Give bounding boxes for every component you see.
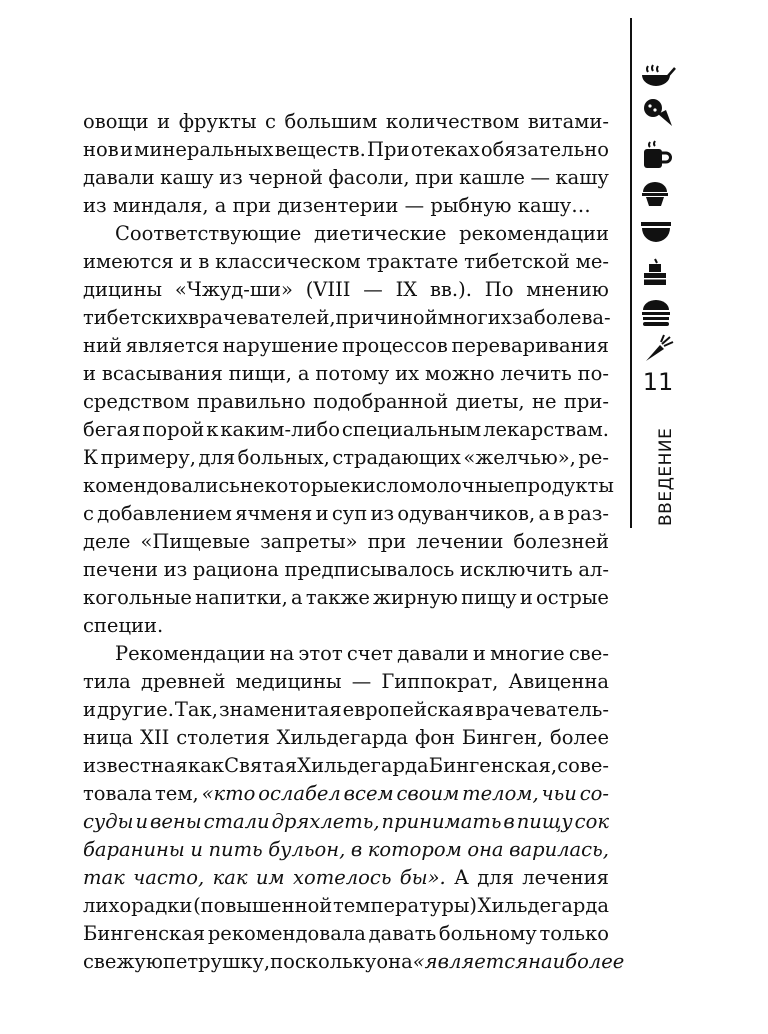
word: одуванчиков, bbox=[397, 502, 536, 525]
word: давали bbox=[397, 642, 469, 665]
word: — bbox=[363, 278, 383, 301]
word: в bbox=[350, 838, 363, 861]
word: лечить bbox=[500, 362, 572, 385]
word: Соответствующие bbox=[115, 222, 302, 245]
word: известная bbox=[83, 754, 188, 777]
word: ре- bbox=[578, 446, 609, 469]
word: ний bbox=[83, 334, 122, 357]
word: Святая bbox=[224, 754, 298, 777]
word: вв.). bbox=[429, 278, 472, 301]
word: витами- bbox=[527, 110, 609, 133]
word: пить bbox=[208, 838, 263, 861]
text-line bbox=[83, 640, 609, 668]
word: бульон, bbox=[268, 838, 346, 861]
word: также bbox=[305, 586, 370, 609]
word: трактате bbox=[366, 250, 459, 273]
word: тибетских bbox=[83, 306, 188, 329]
word: овощи bbox=[83, 110, 149, 133]
word: в bbox=[198, 250, 210, 273]
word: часто, bbox=[133, 866, 205, 889]
word: многих bbox=[437, 306, 512, 329]
section-title: ВВЕДЕНИЕ bbox=[656, 427, 676, 526]
word: диетические bbox=[314, 222, 447, 245]
word: предписывалось bbox=[284, 558, 455, 581]
text-line bbox=[83, 304, 609, 332]
word: миндаля, bbox=[112, 194, 209, 217]
word: веществ. bbox=[274, 138, 366, 161]
word: вены bbox=[149, 810, 202, 833]
text-line bbox=[83, 276, 609, 304]
word: и bbox=[179, 250, 193, 273]
word: бегая bbox=[83, 418, 141, 441]
word: минеральных bbox=[134, 138, 274, 161]
word: — bbox=[404, 194, 425, 217]
bowl-icon bbox=[638, 218, 678, 248]
text-line bbox=[83, 220, 609, 248]
text-line bbox=[83, 920, 609, 948]
word: потому bbox=[315, 362, 390, 385]
word: фон bbox=[414, 726, 455, 749]
word: (повышенной bbox=[193, 894, 333, 917]
word: она bbox=[467, 838, 504, 861]
text-line bbox=[83, 164, 609, 192]
word: сове- bbox=[557, 754, 609, 777]
text-line bbox=[83, 444, 609, 472]
text-line bbox=[83, 836, 609, 864]
word: суп bbox=[331, 502, 368, 525]
word: Так, bbox=[174, 698, 218, 721]
word: комендовались bbox=[83, 474, 240, 497]
word: нов bbox=[83, 138, 119, 161]
word: лекарствам. bbox=[483, 418, 609, 441]
text-line bbox=[83, 332, 609, 360]
word: можно bbox=[425, 362, 495, 385]
word: из bbox=[83, 194, 107, 217]
word: специальным bbox=[341, 418, 482, 441]
word: дряхлеть, bbox=[271, 810, 380, 833]
text-line bbox=[83, 108, 609, 136]
word: для bbox=[198, 446, 236, 469]
word: «желчью», bbox=[463, 446, 576, 469]
word: со- bbox=[579, 782, 609, 805]
word: кашле bbox=[459, 166, 525, 189]
word: «является bbox=[412, 950, 529, 973]
word: больных, bbox=[237, 446, 330, 469]
word: Гиппократ, bbox=[381, 670, 499, 693]
word: напитки, bbox=[195, 586, 288, 609]
word: и bbox=[190, 838, 203, 861]
word: острые bbox=[535, 586, 609, 609]
word: является bbox=[125, 334, 220, 357]
word: наиболее bbox=[528, 950, 625, 973]
word: как bbox=[187, 754, 224, 777]
word: по- bbox=[577, 362, 609, 385]
text-line bbox=[83, 780, 609, 808]
word: тила bbox=[83, 670, 131, 693]
word: большим bbox=[284, 110, 378, 133]
word: кисломолочные bbox=[350, 474, 515, 497]
word: врачеватель- bbox=[474, 698, 609, 721]
word: врачевателей, bbox=[187, 306, 336, 329]
word: кашу bbox=[160, 166, 214, 189]
word: — bbox=[351, 670, 372, 693]
word: дицины bbox=[83, 278, 163, 301]
word: многие bbox=[490, 642, 565, 665]
page-number: 11 bbox=[642, 368, 674, 396]
word: порой bbox=[142, 418, 205, 441]
word: и bbox=[519, 586, 533, 609]
word: когольные bbox=[83, 586, 192, 609]
word: добавлением bbox=[97, 502, 232, 525]
word: имеются bbox=[83, 250, 174, 273]
word: Бингенская, bbox=[428, 754, 558, 777]
text-line bbox=[83, 668, 609, 696]
word: продукты bbox=[514, 474, 614, 497]
word: све- bbox=[568, 642, 609, 665]
word: пищу bbox=[461, 586, 517, 609]
word: им bbox=[255, 866, 285, 889]
word: а bbox=[538, 502, 551, 525]
word: хотелось bbox=[292, 866, 392, 889]
word: при bbox=[232, 194, 272, 217]
word: а bbox=[297, 362, 310, 385]
word: всем bbox=[343, 782, 394, 805]
word: XII bbox=[140, 726, 170, 749]
word: ал- bbox=[578, 558, 609, 581]
word: переваривания bbox=[451, 334, 609, 357]
word: а bbox=[291, 586, 303, 609]
word: и bbox=[83, 698, 96, 721]
word: Авиценна bbox=[508, 670, 609, 693]
word: давали bbox=[83, 166, 155, 189]
text-line bbox=[83, 808, 609, 836]
word: при bbox=[367, 530, 407, 553]
word: свежую bbox=[83, 950, 163, 973]
word: нарушение bbox=[222, 334, 339, 357]
word: лечения bbox=[522, 866, 609, 889]
word: из bbox=[370, 502, 395, 525]
word: в bbox=[553, 502, 565, 525]
text-line bbox=[83, 192, 609, 220]
word: — bbox=[530, 166, 550, 189]
ice-cream-cone-icon bbox=[638, 98, 678, 128]
word: Хильдегарда bbox=[276, 726, 409, 749]
word: мнению bbox=[526, 278, 609, 301]
word: ме- bbox=[575, 250, 609, 273]
word: страдающих bbox=[332, 446, 461, 469]
word: котором bbox=[367, 838, 462, 861]
word: температуры) bbox=[332, 894, 477, 917]
text-line bbox=[83, 696, 609, 724]
text-line bbox=[83, 248, 609, 276]
word: каким-либо bbox=[220, 418, 340, 441]
text-line bbox=[83, 360, 609, 388]
word: тем, bbox=[155, 782, 199, 805]
word: рациона bbox=[192, 558, 279, 581]
text-line bbox=[83, 136, 609, 164]
word: чьи bbox=[541, 782, 577, 805]
word: деле bbox=[83, 530, 131, 553]
word: петрушку, bbox=[162, 950, 271, 973]
word: к bbox=[206, 418, 219, 441]
word: только bbox=[539, 922, 609, 945]
word: рекомендовала bbox=[207, 922, 366, 945]
word: (VIII bbox=[305, 278, 351, 301]
word: бы». bbox=[399, 866, 446, 889]
word: как bbox=[212, 866, 248, 889]
word: отеках bbox=[410, 138, 480, 161]
text-line bbox=[83, 612, 609, 640]
word: кашу… bbox=[517, 194, 591, 217]
word: давать bbox=[368, 922, 437, 945]
word: и bbox=[472, 642, 486, 665]
word: тибетской bbox=[464, 250, 570, 273]
word: дизентерии bbox=[277, 194, 399, 217]
text-line bbox=[83, 472, 614, 500]
word: Хильдегарда bbox=[477, 894, 609, 917]
word: жирную bbox=[373, 586, 458, 609]
word: фасоли, bbox=[328, 166, 410, 189]
word: столетия bbox=[176, 726, 270, 749]
carrot-icon bbox=[638, 334, 678, 364]
word: варилась, bbox=[509, 838, 609, 861]
text-line bbox=[83, 724, 609, 752]
word: пищу bbox=[516, 810, 573, 833]
word: лечении bbox=[416, 530, 504, 553]
word: лихорадки bbox=[83, 894, 193, 917]
word: и bbox=[157, 110, 171, 133]
text-line bbox=[83, 864, 609, 892]
word: стали bbox=[203, 810, 270, 833]
word: При bbox=[367, 138, 410, 161]
word: рыбную bbox=[430, 194, 512, 217]
word: поскольку bbox=[270, 950, 377, 973]
word: и bbox=[119, 138, 133, 161]
word: этот bbox=[298, 642, 343, 665]
word: обязательно bbox=[480, 138, 609, 161]
word: фрукты bbox=[178, 110, 257, 133]
word: и bbox=[315, 502, 329, 525]
word: К bbox=[83, 446, 99, 469]
word: примеру, bbox=[100, 446, 196, 469]
word: сок bbox=[574, 810, 609, 833]
text-line bbox=[83, 584, 609, 612]
text-line bbox=[83, 528, 609, 556]
word: кашу bbox=[555, 166, 609, 189]
word: процессов bbox=[342, 334, 448, 357]
word: из bbox=[219, 166, 243, 189]
word: при- bbox=[563, 390, 609, 413]
word: а bbox=[214, 194, 227, 217]
text-line bbox=[83, 948, 625, 976]
word: своим bbox=[396, 782, 460, 805]
word: печени bbox=[83, 558, 158, 581]
cupcake-icon bbox=[638, 178, 678, 208]
word: при bbox=[415, 166, 454, 189]
word: и bbox=[83, 362, 96, 385]
word: IX bbox=[395, 278, 418, 301]
word: Хильдегарда bbox=[297, 754, 429, 777]
text-line bbox=[83, 388, 609, 416]
word: телом, bbox=[462, 782, 539, 805]
text-line bbox=[83, 892, 609, 920]
word: не bbox=[532, 390, 557, 413]
word: другие. bbox=[97, 698, 174, 721]
word: заболева- bbox=[511, 306, 611, 329]
word: она bbox=[376, 950, 413, 973]
burger-icon bbox=[638, 298, 678, 328]
text-line bbox=[83, 416, 609, 444]
word: пищи, bbox=[228, 362, 292, 385]
word: средством bbox=[83, 390, 190, 413]
word: количеством bbox=[385, 110, 520, 133]
word: их bbox=[395, 362, 420, 385]
word: медицины bbox=[235, 670, 342, 693]
layered-cake-icon bbox=[638, 258, 678, 288]
word: ница bbox=[83, 726, 134, 749]
coffee-mug-icon bbox=[638, 140, 678, 170]
word: древней bbox=[141, 670, 226, 693]
word: более bbox=[550, 726, 609, 749]
body-text bbox=[83, 108, 625, 976]
word: и bbox=[135, 810, 149, 833]
word: в bbox=[503, 810, 515, 833]
word: с bbox=[83, 502, 94, 525]
word: всасывания bbox=[101, 362, 223, 385]
word: на bbox=[269, 642, 295, 665]
word: суды bbox=[83, 810, 134, 833]
text-line bbox=[83, 752, 609, 780]
word: рекомендации bbox=[459, 222, 609, 245]
word: ячменя bbox=[235, 502, 313, 525]
word: болезней bbox=[513, 530, 609, 553]
word: исключить bbox=[459, 558, 573, 581]
vertical-divider bbox=[630, 18, 632, 528]
word: запреты» bbox=[260, 530, 358, 553]
word: счет bbox=[346, 642, 393, 665]
word: диеты, bbox=[455, 390, 525, 413]
word: баранины bbox=[83, 838, 185, 861]
text-line bbox=[83, 556, 609, 584]
word: Бинген, bbox=[461, 726, 544, 749]
word: принимать bbox=[381, 810, 502, 833]
word: товала bbox=[83, 782, 153, 805]
word: причиной bbox=[335, 306, 438, 329]
word: Рекомендации bbox=[115, 642, 266, 665]
text-line bbox=[83, 500, 609, 528]
word: «кто bbox=[201, 782, 256, 805]
word: «Пищевые bbox=[140, 530, 251, 553]
word: больному bbox=[438, 922, 537, 945]
word: «Чжуд-ши» bbox=[174, 278, 293, 301]
word: раз- bbox=[567, 502, 609, 525]
word: для bbox=[477, 866, 514, 889]
word: специи. bbox=[83, 614, 164, 637]
word: классическом bbox=[215, 250, 361, 273]
word: некоторые bbox=[239, 474, 351, 497]
word: черной bbox=[248, 166, 323, 189]
word: правильно bbox=[196, 390, 306, 413]
word: ослабел bbox=[258, 782, 341, 805]
word: А bbox=[454, 866, 469, 889]
word: подобранной bbox=[313, 390, 449, 413]
word: с bbox=[265, 110, 276, 133]
soup-bowl-icon bbox=[638, 62, 678, 92]
word: из bbox=[163, 558, 188, 581]
word: Бингенская bbox=[83, 922, 206, 945]
word: По bbox=[484, 278, 514, 301]
word: европейская bbox=[342, 698, 474, 721]
word: так bbox=[83, 866, 125, 889]
word: знаменитая bbox=[218, 698, 342, 721]
